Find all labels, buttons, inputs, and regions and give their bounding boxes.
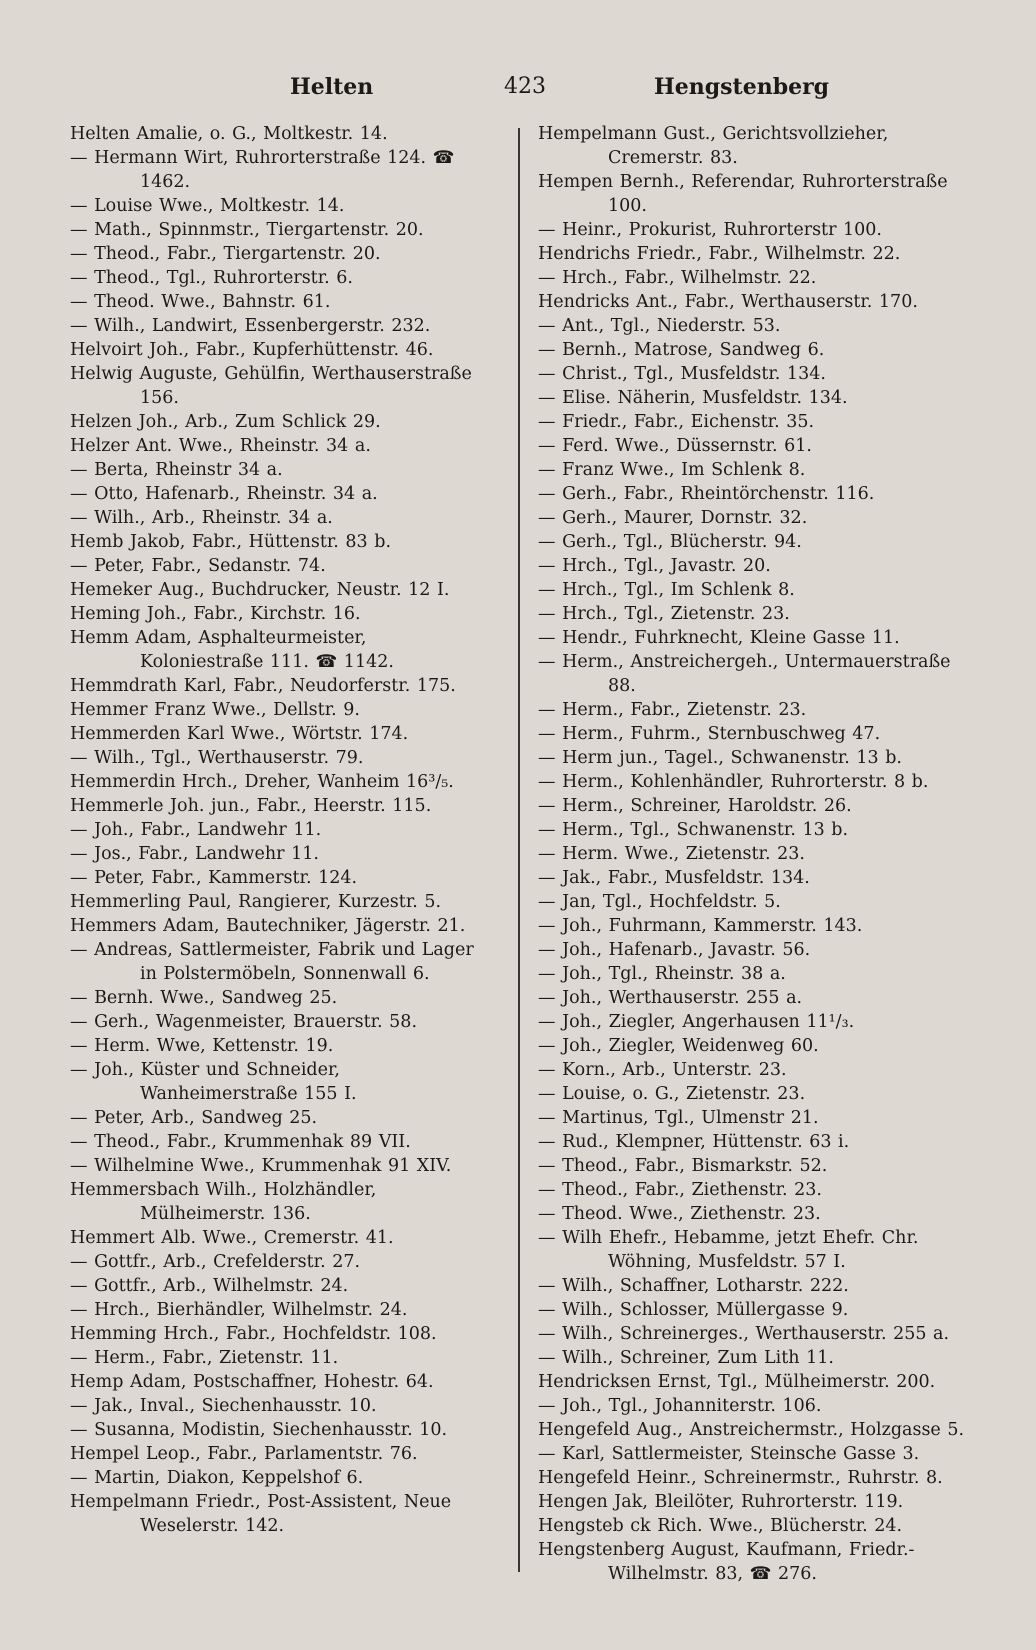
page-header xyxy=(70,74,840,106)
directory-entry: — Herm., Kohlenhändler, Ruhrorterstr. 8 b. xyxy=(538,772,929,792)
directory-entry: — Peter, Arb., Sandweg 25. xyxy=(70,1108,318,1128)
right-column xyxy=(538,122,976,1586)
directory-entry: — Herm., Tgl., Schwanenstr. 13 b. xyxy=(538,820,849,840)
directory-entry: Hemmerling Paul, Rangierer, Kurzestr. 5. xyxy=(70,892,442,912)
directory-entry: — Jak., Fabr., Musfeldstr. 134. xyxy=(538,868,810,888)
directory-entry: — Karl, Sattlermeister, Steinsche Gasse 3. xyxy=(538,1444,920,1464)
directory-entry: Hendricksen Ernst, Tgl., Mülheimerstr. 200. xyxy=(538,1372,936,1392)
directory-entry: Helzer Ant. Wwe., Rheinstr. 34 a. xyxy=(70,436,371,456)
directory-entry: — Herm., Schreiner, Haroldstr. 26. xyxy=(538,796,852,816)
directory-entry: — Andreas, Sattlermeister, Fabrik und Lager in Polstermöbeln, Sonnenwall 6. xyxy=(70,940,474,984)
directory-entry: — Wilh., Schreiner, Zum Lith 11. xyxy=(538,1348,834,1368)
directory-entry: — Joh., Ziegler, Weidenweg 60. xyxy=(538,1036,819,1056)
directory-entry: — Jak., Inval., Siechenhausstr. 10. xyxy=(70,1396,377,1416)
directory-entry: — Herm., Fuhrm., Sternbuschweg 47. xyxy=(538,724,881,744)
directory-entry: — Wilhelmine Wwe., Krummenhak 91 XIV. xyxy=(70,1156,452,1176)
directory-entry: Helwig Auguste, Gehülfin, Werthauserstraße 156. xyxy=(70,364,472,408)
directory-entry: Hemmerden Karl Wwe., Wörtstr. 174. xyxy=(70,724,409,744)
directory-entry: — Wilh., Tgl., Werthauserstr. 79. xyxy=(70,748,364,768)
directory-entry: — Hrch., Bierhändler, Wilhelmstr. 24. xyxy=(70,1300,408,1320)
directory-entry: — Wilh., Landwirt, Essenbergerstr. 232. xyxy=(70,316,431,336)
directory-entry: — Louise Wwe., Moltkestr. 14. xyxy=(70,196,345,216)
directory-entry: Hemeker Aug., Buchdrucker, Neustr. 12 I. xyxy=(70,580,450,600)
directory-entry: Hempel Leop., Fabr., Parlamentstr. 76. xyxy=(70,1444,418,1464)
directory-entry: — Gerh., Tgl., Blücherstr. 94. xyxy=(538,532,802,552)
directory-entry: — Bernh. Wwe., Sandweg 25. xyxy=(70,988,338,1008)
directory-entry: — Gottfr., Arb., Crefelderstr. 27. xyxy=(70,1252,361,1272)
directory-entry: — Herm., Fabr., Zietenstr. 23. xyxy=(538,700,807,720)
directory-entry: — Wilh., Schreinerges., Werthauserstr. 255 a. xyxy=(538,1324,950,1344)
directory-entry: — Herm. Wwe., Zietenstr. 23. xyxy=(538,844,805,864)
directory-entry: — Ferd. Wwe., Düssernstr. 61. xyxy=(538,436,812,456)
directory-entry: — Theod. Wwe., Bahnstr. 61. xyxy=(70,292,331,312)
directory-entry: Helzen Joh., Arb., Zum Schlick 29. xyxy=(70,412,381,432)
header-left-keyword: Helten xyxy=(290,74,374,100)
directory-entry: — Wilh., Arb., Rheinstr. 34 a. xyxy=(70,508,333,528)
directory-entry: — Gerh., Wagenmeister, Brauerstr. 58. xyxy=(70,1012,418,1032)
directory-entry: Hendricks Ant., Fabr., Werthauserstr. 170. xyxy=(538,292,918,312)
directory-entry: — Franz Wwe., Im Schlenk 8. xyxy=(538,460,806,480)
directory-entry: — Peter, Fabr., Sedanstr. 74. xyxy=(70,556,326,576)
directory-entry: — Hrch., Tgl., Im Schlenk 8. xyxy=(538,580,795,600)
directory-entry: — Elise. Näherin, Musfeldstr. 134. xyxy=(538,388,848,408)
directory-entry: — Hrch., Fabr., Wilhelmstr. 22. xyxy=(538,268,817,288)
directory-entry: — Hermann Wirt, Ruhrorterstraße 124. ☎ 1462. xyxy=(70,148,455,192)
directory-entry: — Theod., Fabr., Bismarkstr. 52. xyxy=(538,1156,828,1176)
directory-entry: — Gottfr., Arb., Wilhelmstr. 24. xyxy=(70,1276,349,1296)
directory-entry: — Hendr., Fuhrknecht, Kleine Gasse 11. xyxy=(538,628,900,648)
directory-entry: — Herm jun., Tagel., Schwanenstr. 13 b. xyxy=(538,748,902,768)
directory-entry: — Heinr., Prokurist, Ruhrorterstr 100. xyxy=(538,220,882,240)
header-right-keyword: Hengstenberg xyxy=(654,74,830,100)
directory-entry: Hemmdrath Karl, Fabr., Neudorferstr. 175. xyxy=(70,676,456,696)
directory-entry: — Hrch., Tgl., Zietenstr. 23. xyxy=(538,604,790,624)
column-divider xyxy=(518,128,520,1572)
directory-entry: — Herm., Anstreichergeh., Untermauerstraße 88. xyxy=(538,652,951,696)
directory-entry: — Math., Spinnmstr., Tiergartenstr. 20. xyxy=(70,220,424,240)
directory-entry: Heming Joh., Fabr., Kirchstr. 16. xyxy=(70,604,361,624)
directory-entry: — Joh., Fuhrmann, Kammerstr. 143. xyxy=(538,916,863,936)
directory-entry: — Jos., Fabr., Landwehr 11. xyxy=(70,844,319,864)
directory-entry: Hemmerle Joh. jun., Fabr., Heerstr. 115. xyxy=(70,796,432,816)
directory-entry: — Berta, Rheinstr 34 a. xyxy=(70,460,283,480)
directory-entry: — Theod., Fabr., Krummenhak 89 VII. xyxy=(70,1132,411,1152)
directory-entry: — Wilh Ehefr., Hebamme, jetzt Ehefr. Chr. Wöhning, Musfeldstr. 57 I. xyxy=(538,1228,919,1272)
directory-entry: Hempelmann Friedr., Post-Assistent, Neue Weselerstr. 142. xyxy=(70,1492,452,1536)
directory-entry: — Theod., Fabr., Ziethenstr. 23. xyxy=(538,1180,822,1200)
directory-entry: Hemm Adam, Asphalteurmeister, Koloniestraße 111. ☎ 1142. xyxy=(70,628,394,672)
directory-entry: Hempelmann Gust., Gerichtsvollzieher, Cremerstr. 83. xyxy=(538,124,889,168)
directory-entry: — Martinus, Tgl., Ulmenstr 21. xyxy=(538,1108,819,1128)
directory-entry: — Joh., Ziegler, Angerhausen 11¹/₃. xyxy=(538,1012,855,1032)
directory-entry: — Joh., Werthauserstr. 255 a. xyxy=(538,988,803,1008)
directory-entry: — Rud., Klempner, Hüttenstr. 63 i. xyxy=(538,1132,850,1152)
directory-entry: — Gerh., Fabr., Rheintörchenstr. 116. xyxy=(538,484,875,504)
directory-entry: — Theod., Fabr., Tiergartenstr. 20. xyxy=(70,244,381,264)
directory-entry: Helvoirt Joh., Fabr., Kupferhüttenstr. 46. xyxy=(70,340,434,360)
directory-entry: — Joh., Tgl., Rheinstr. 38 a. xyxy=(538,964,786,984)
directory-entry: — Joh., Küster und Schneider, Wanheimerstraße 155 I. xyxy=(70,1060,357,1104)
directory-entry: Hengen Jak, Bleilöter, Ruhrorterstr. 119. xyxy=(538,1492,904,1512)
directory-entry: — Christ., Tgl., Musfeldstr. 134. xyxy=(538,364,826,384)
directory-entry: Hengstenberg August, Kaufmann, Friedr.-Wilhelmstr. 83, ☎ 276. xyxy=(538,1540,915,1584)
directory-entry: Hemmer Franz Wwe., Dellstr. 9. xyxy=(70,700,360,720)
directory-entry: Hemming Hrch., Fabr., Hochfeldstr. 108. xyxy=(70,1324,437,1344)
directory-entry: Hemb Jakob, Fabr., Hüttenstr. 83 b. xyxy=(70,532,392,552)
directory-entry: — Otto, Hafenarb., Rheinstr. 34 a. xyxy=(70,484,378,504)
directory-entry: — Bernh., Matrose, Sandweg 6. xyxy=(538,340,825,360)
directory-entry: — Joh., Hafenarb., Javastr. 56. xyxy=(538,940,811,960)
directory-entry: Hengsteb ck Rich. Wwe., Blücherstr. 24. xyxy=(538,1516,903,1536)
directory-entry: Hemmers Adam, Bautechniker, Jägerstr. 21. xyxy=(70,916,466,936)
left-column xyxy=(70,122,490,1538)
directory-entry: — Ant., Tgl., Niederstr. 53. xyxy=(538,316,781,336)
directory-entry: — Jan, Tgl., Hochfeldstr. 5. xyxy=(538,892,781,912)
directory-entry: — Hrch., Tgl., Javastr. 20. xyxy=(538,556,771,576)
directory-entry: Hemmert Alb. Wwe., Cremerstr. 41. xyxy=(70,1228,394,1248)
directory-entry: Hendrichs Friedr., Fabr., Wilhelmstr. 22. xyxy=(538,244,901,264)
directory-entry: — Herm., Fabr., Zietenstr. 11. xyxy=(70,1348,339,1368)
directory-entry: Hemp Adam, Postschaffner, Hohestr. 64. xyxy=(70,1372,434,1392)
directory-entry: Hengefeld Heinr., Schreinermstr., Ruhrstr. 8. xyxy=(538,1468,943,1488)
directory-entry: — Theod., Tgl., Ruhrorterstr. 6. xyxy=(70,268,353,288)
directory-entry: — Wilh., Schlosser, Müllergasse 9. xyxy=(538,1300,849,1320)
directory-entry: — Joh., Fabr., Landwehr 11. xyxy=(70,820,322,840)
directory-entry: — Joh., Tgl., Johanniterstr. 106. xyxy=(538,1396,822,1416)
directory-entry: — Theod. Wwe., Ziethenstr. 23. xyxy=(538,1204,821,1224)
directory-entry: — Herm. Wwe, Kettenstr. 19. xyxy=(70,1036,334,1056)
page-number: 423 xyxy=(504,74,546,99)
directory-entry: Hemmerdin Hrch., Dreher, Wanheim 16³/₅. xyxy=(70,772,454,792)
directory-entry: — Wilh., Schaffner, Lotharstr. 222. xyxy=(538,1276,849,1296)
directory-entry: — Gerh., Maurer, Dornstr. 32. xyxy=(538,508,808,528)
directory-entry: Hempen Bernh., Referendar, Ruhrorterstraße 100. xyxy=(538,172,948,216)
directory-entry: — Susanna, Modistin, Siechenhausstr. 10. xyxy=(70,1420,448,1440)
directory-entry: — Martin, Diakon, Keppelshof 6. xyxy=(70,1468,364,1488)
directory-entry: — Louise, o. G., Zietenstr. 23. xyxy=(538,1084,806,1104)
directory-entry: Hengefeld Aug., Anstreichermstr., Holzgasse 5. xyxy=(538,1420,965,1440)
directory-entry: Helten Amalie, o. G., Moltkestr. 14. xyxy=(70,124,388,144)
directory-entry: — Friedr., Fabr., Eichenstr. 35. xyxy=(538,412,815,432)
directory-entry: Hemmersbach Wilh., Holzhändler, Mülheimerstr. 136. xyxy=(70,1180,377,1224)
directory-entry: — Korn., Arb., Unterstr. 23. xyxy=(538,1060,787,1080)
directory-entry: — Peter, Fabr., Kammerstr. 124. xyxy=(70,868,358,888)
